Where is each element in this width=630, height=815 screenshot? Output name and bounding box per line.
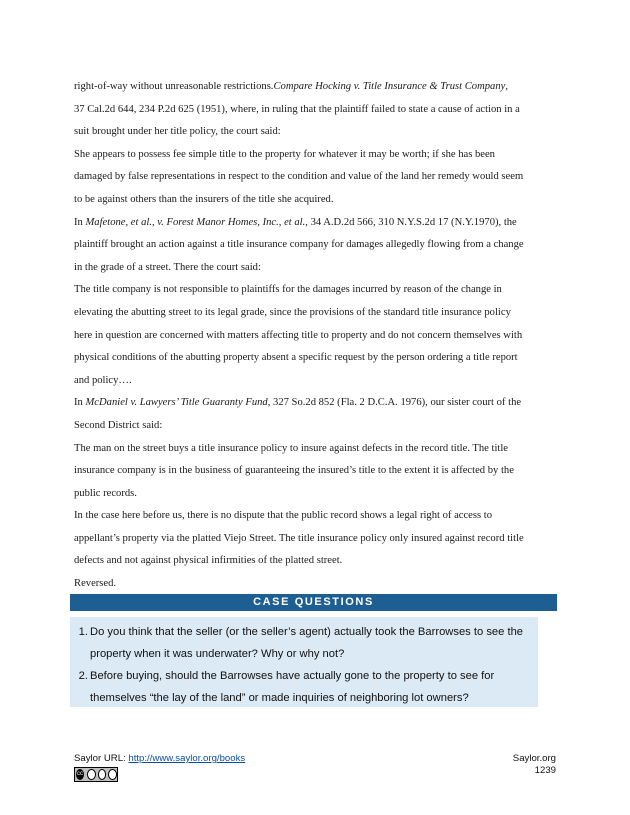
text-line <box>74 189 556 212</box>
noncommercial-icon <box>98 769 107 780</box>
text-line <box>74 76 556 99</box>
question-line: Before buying, should the Barrowses have actually gone to the property to see for <box>90 670 495 682</box>
text-line <box>74 212 556 235</box>
footer-url-line <box>74 753 556 764</box>
page-number: 1239 <box>534 765 556 776</box>
case-citation: Compare Hocking v. Title Insurance & Trust Company <box>273 81 506 92</box>
question-number: 2. <box>78 670 88 682</box>
text-segment: , 34 A.D.2d 566, 310 N.Y.S.2d 17 (N.Y.1970), the <box>305 216 517 228</box>
text-line <box>74 460 556 483</box>
question-number: 1. <box>78 626 88 638</box>
text-segment: plaintiff brought an action against a title insurance company for damages allegedly flowing from a change <box>74 239 524 251</box>
case-citation: McDaniel v. Lawyers’ Title Guaranty Fund <box>85 397 268 409</box>
text-segment: elevating the abutting street to its legal grade, since the provisions of the standard title insurance policy <box>74 306 511 318</box>
text-segment: In <box>74 216 86 228</box>
text-line <box>74 392 556 415</box>
text-line <box>74 325 556 348</box>
text-segment: in the grade of a street. There the court said: <box>74 261 261 273</box>
text-segment: physical conditions of the abutting property absent a specific request by the person ordering a title report <box>74 352 518 364</box>
text-line <box>74 550 556 573</box>
text-segment: damaged by false representations in respect to the condition and value of the land her remedy would seem <box>74 171 524 183</box>
text-line <box>74 483 556 506</box>
text-line <box>74 121 556 144</box>
footer-url-link[interactable]: http://www.saylor.org/books <box>128 753 246 764</box>
case-questions-box <box>70 617 538 707</box>
text-segment: insurance company is in the business of guaranteeing the insured’s title to the extent it is affected by the <box>74 465 514 477</box>
text-segment: In the case here before us, there is no dispute that the public record shows a legal right of access to <box>74 510 493 522</box>
text-segment: The man on the street buys a title insurance policy to insure against defects in the record title. The title <box>74 442 509 454</box>
text-segment: here in question are concerned with matters affecting title to property and do not concern themselves with <box>74 329 523 341</box>
question-line: themselves “the lay of the land” or made inquiries of neighboring lot owners? <box>90 692 469 704</box>
text-segment: public records. <box>74 487 137 499</box>
text-segment: 37 Cal.2d 644, 234 P.2d 625 (1951), where, in ruling that the plaintiff failed to state a cause of action in a <box>74 103 520 115</box>
text-line <box>74 528 556 551</box>
footer-url-label: Saylor URL: <box>74 753 129 764</box>
text-segment: Second District said: <box>74 419 163 431</box>
text-line <box>74 438 556 461</box>
text-line <box>74 279 556 302</box>
text-segment: Reversed. <box>74 578 117 590</box>
text-segment: , <box>505 81 508 92</box>
footer-right <box>513 753 556 777</box>
text-line <box>74 347 556 370</box>
question-line: Do you think that the seller (or the seller’s agent) actually took the Barrowses to see the <box>90 626 524 638</box>
text-line <box>74 415 556 438</box>
case-citation: Mafetone, et al., v. Forest Manor Homes, Inc., et al. <box>85 216 306 228</box>
text-line <box>74 302 556 325</box>
text-segment: and policy…. <box>74 374 132 386</box>
text-line <box>74 99 556 122</box>
text-segment: appellant’s property via the platted Viejo Street. The title insurance policy only insured against record title <box>74 532 524 544</box>
sharealike-icon <box>108 769 117 780</box>
text-line <box>74 257 556 280</box>
document-body <box>74 76 556 596</box>
text-segment: She appears to possess fee simple title to the property for whatever it may be worth; if she has been <box>74 148 495 160</box>
question-line: property when it was underwater? Why or why not? <box>90 648 345 660</box>
footer-site: Saylor.org <box>512 753 556 764</box>
text-line <box>74 144 556 167</box>
text-line <box>74 573 556 596</box>
text-segment: , 327 So.2d 852 (Fla. 2 D.C.A. 1976), our sister court of the <box>267 397 522 409</box>
text-segment: In <box>74 397 86 409</box>
text-segment: right-of-way without unreasonable restrictions. <box>74 81 274 92</box>
text-segment: suit brought under her title policy, the court said: <box>74 126 281 138</box>
case-questions-header: CASE QUESTIONS <box>70 594 557 611</box>
text-segment: to be against others than the insurers of the title she acquired. <box>74 193 334 205</box>
text-line <box>74 370 556 393</box>
text-line <box>74 505 556 528</box>
text-line <box>74 234 556 257</box>
page-footer <box>74 753 556 777</box>
attribution-icon <box>87 769 96 780</box>
cc-icon: cc <box>76 769 84 780</box>
text-line <box>74 166 556 189</box>
creative-commons-license-icon[interactable] <box>74 767 118 782</box>
text-segment: defects and not against physical infirmities of the platted street. <box>74 555 343 567</box>
text-segment: The title company is not responsible to plaintiffs for the damages incurred by reason of the change in <box>74 284 502 296</box>
